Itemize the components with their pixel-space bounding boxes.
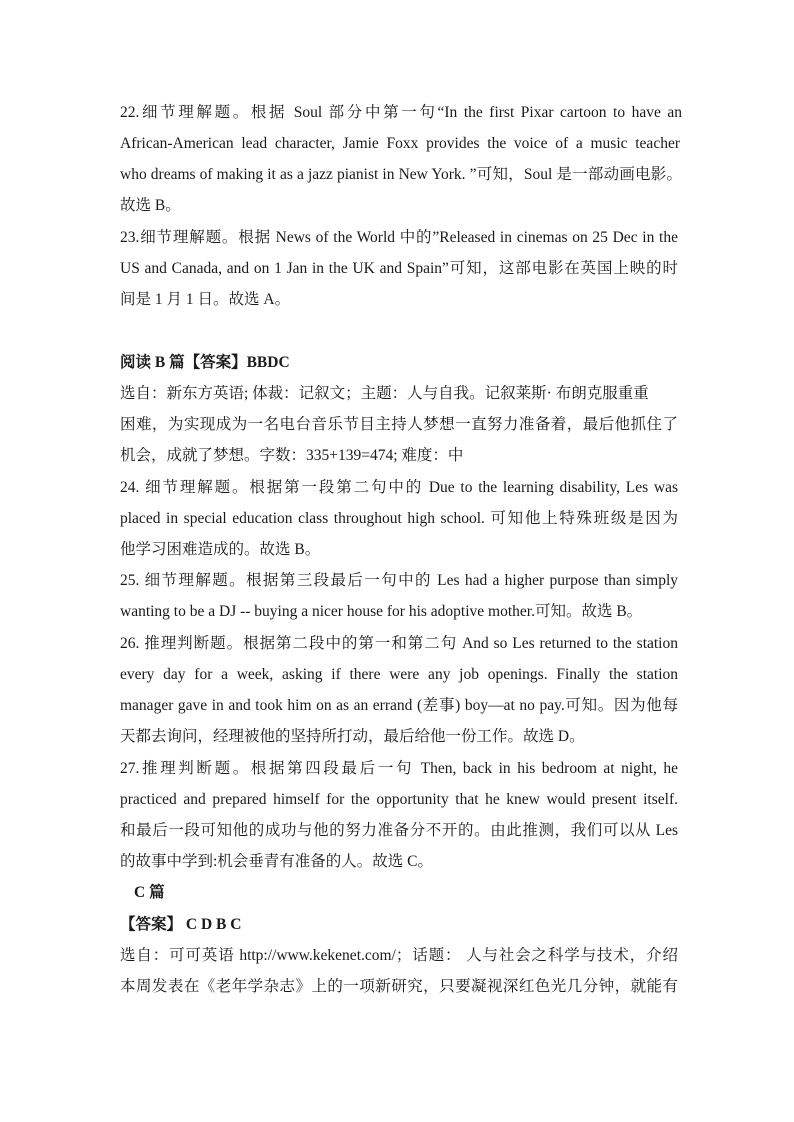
text-line: placed in special education class throughout high school. 可知他上特殊班级是因为	[120, 510, 678, 527]
text-line: wanting to be a DJ -- buying a nicer house for his adoptive mother.可知。故选 B。	[120, 603, 643, 620]
text-line: US and Canada, and on 1 Jan in the UK and Spain”可知，这部电影在英国上映的时	[120, 260, 678, 277]
text-line: 选自：可可英语 http://www.kekenet.com/；话题： 人与社会之科学与技术，介绍	[120, 947, 678, 964]
text-line: 26. 推理判断题。根据第二段中的第一和第二句 And so Les returned to the station	[120, 635, 678, 652]
text-line: 23.细节理解题。根据 News of the World 中的”Released in cinemas on 25 Dec in the	[120, 229, 678, 246]
text-line: 机会，成就了梦想。字数：335+139=474; 难度：中	[120, 447, 464, 464]
text-line: 25. 细节理解题。根据第三段最后一句中的 Les had a higher purpose than simply	[120, 572, 678, 589]
text-line: 困难，为实现成为一名电台音乐节目主持人梦想一直努力准备着，最后他抓住了	[120, 416, 678, 433]
text-line: 选自：新东方英语; 体裁：记叙文；主题：人与自我。记叙莱斯· 布朗克服重重	[120, 385, 649, 402]
text-line: 和最后一段可知他的成功与他的努力准备分不开的。由此推测，我们可以从 Les	[120, 822, 678, 839]
text-line: every day for a week, asking if there were any job openings. Finally the station	[120, 666, 678, 683]
text-line: 故选 B。	[120, 197, 181, 214]
text-line: African-American lead character, Jamie Foxx provides the voice of a music teacher	[120, 135, 680, 152]
text-line: 间是 1 月 1 日。故选 A。	[120, 291, 291, 308]
text-line: 本周发表在《老年学杂志》上的一项新研究，只要凝视深红色光几分钟，就能有	[120, 978, 678, 995]
answer-heading: 【答案】 C D B C	[120, 916, 242, 933]
text-line: 27.推理判断题。根据第四段最后一句 Then, back in his bedroom at night, he	[120, 760, 678, 777]
text-line: 的故事中学到:机会垂青有准备的人。故选 C。	[120, 853, 434, 870]
text-line: manager gave in and took him on as an errand (差事) boy—at no pay.可知。因为他每	[120, 697, 678, 714]
text-line: 他学习困难造成的。故选 B。	[120, 541, 321, 558]
section-heading-b: 阅读 B 篇【答案】BBDC	[120, 354, 290, 371]
section-heading-c: C 篇	[134, 884, 165, 901]
text-line: 24. 细节理解题。根据第一段第二句中的 Due to the learning disability, Les was	[120, 479, 678, 496]
text-line: who dreams of making it as a jazz pianist in New York. ”可知，Soul 是一部动画电影。	[120, 166, 682, 183]
text-line: 天都去询问，经理被他的坚持所打动，最后给他一份工作。故选 D。	[120, 728, 585, 745]
text-line: practiced and prepared himself for the opportunity that he knew would present itself.	[120, 791, 678, 808]
text-line: 22.细节理解题。根据 Soul 部分中第一句“In the first Pixar cartoon to have an	[120, 104, 682, 121]
